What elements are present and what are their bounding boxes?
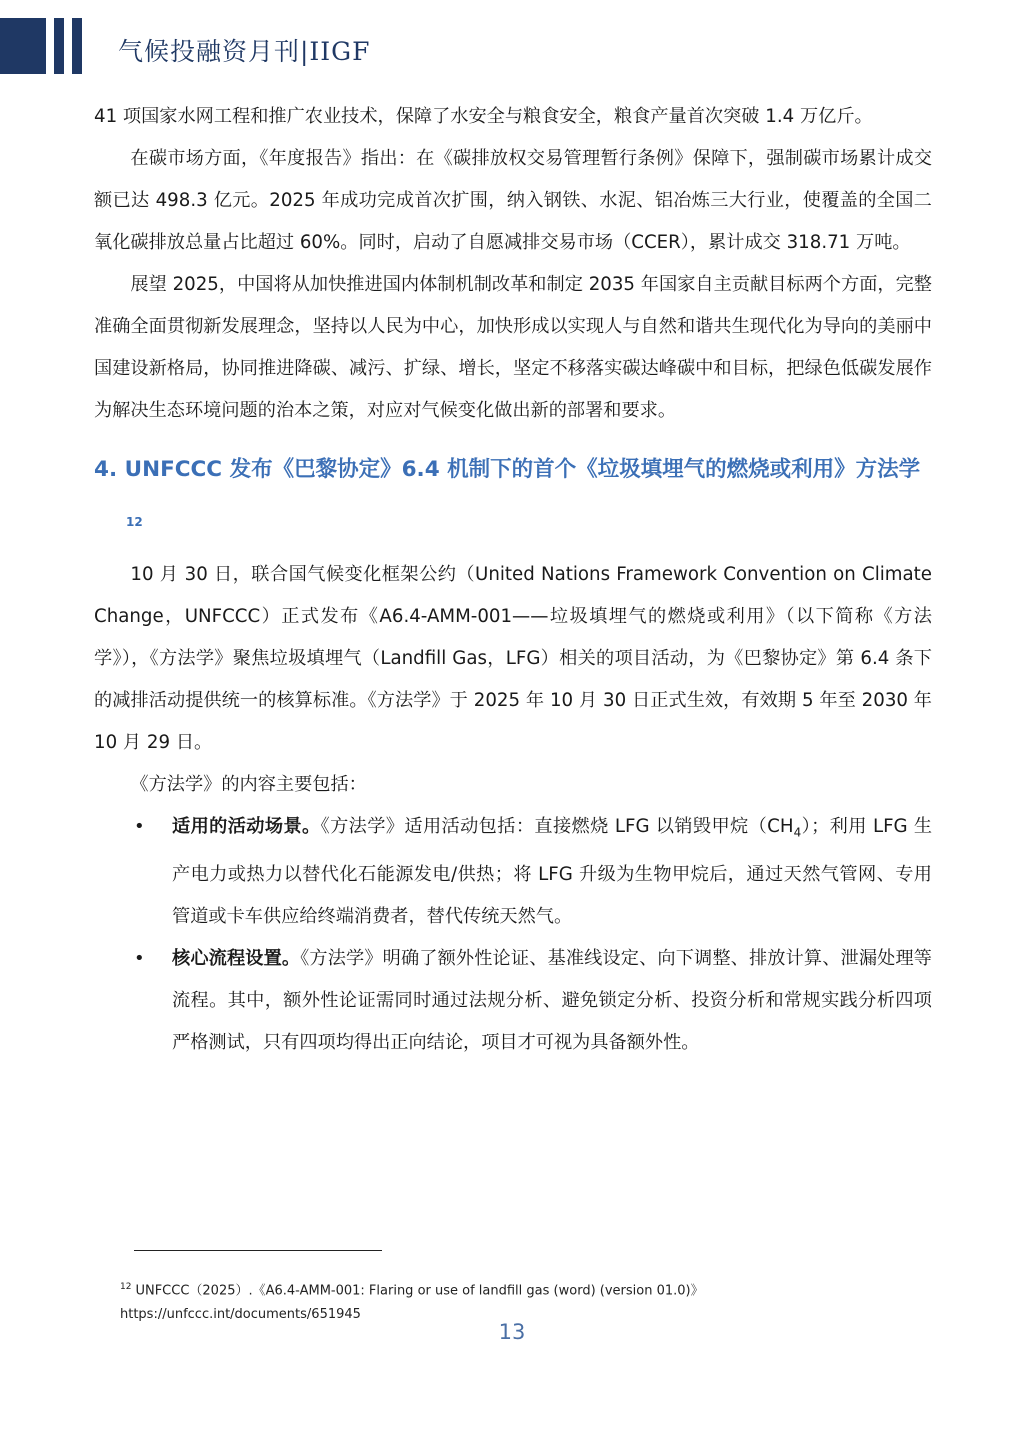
- header-bar-wide: [0, 18, 46, 74]
- body-paragraph-1: 41 项国家水网工程和推广农业技术，保障了水安全与粮食安全，粮食产量首次突破 1.4 万亿斤。: [94, 106, 873, 127]
- bullet-subscript: 4: [793, 825, 802, 840]
- footnote-number: 12: [120, 1282, 132, 1292]
- footnote-url[interactable]: https://unfccc.int/documents/651945: [120, 1307, 361, 1323]
- section-paragraph-2: 《方法学》的内容主要包括：: [130, 774, 367, 795]
- bullet-body: 《方法学》适用活动包括：直接燃烧 LFG 以销毁甲烷（CH: [320, 816, 794, 837]
- page-number: 13: [498, 1320, 526, 1344]
- bullet-title: 核心流程设置。: [172, 947, 301, 969]
- main-content: [94, 96, 932, 1069]
- header-logo-bars: [0, 18, 100, 74]
- footnote-citation-line: [120, 1275, 940, 1303]
- bullet-title: 适用的活动场景。: [172, 816, 321, 837]
- bullet-icon: •: [134, 816, 145, 837]
- section-heading: [94, 442, 932, 554]
- bullet-list: [94, 806, 932, 1069]
- section-paragraph-1: 10 月 30 日，联合国气候变化框架公约（United Nations Framework Convention on Climate Change，UNFCCC）正式发布《A6.4-AMM-001——垃圾填埋气的燃烧或利用》（以下简称《方法学》），《方法学》聚焦垃圾填埋气（Landfill Gas，LFG）相关的项目活动，为《巴黎协定》第 6.4 条下的减排活动提供统一的核算标准。《方法学》于 2025 年 10 月 30 日正式生效，有效期 5 年至 2030 年 10 月 29 日。: [94, 564, 932, 753]
- section-heading-footnote-ref[interactable]: 12: [126, 515, 143, 529]
- list-item: [94, 806, 932, 938]
- body-paragraph-3: 展望 2025，中国将从加快推进国内体制机制改革和制定 2035 年国家自主贡献目标两个方面，完整准确全面贯彻新发展理念，坚持以人民为中心，加快形成以实现人与自然和谐共生现代化为导向的美丽中国建设新格局，协同推进降碳、减污、扩绿、增长，坚定不移落实碳达峰碳中和目标，把绿色低碳发展作为解决生态环境问题的治本之策，对应对气候变化做出新的部署和要求。: [94, 274, 932, 421]
- header-bar-thin-1: [54, 18, 64, 74]
- bullet-body: 《方法学》明确了额外性论证、基准线设定、向下调整、排放计算、泄漏处理等流程。其中，额外性论证需同时通过法规分析、避免锁定分析、投资分析和常规实践分析四项严格测试，只有四项均得出正向结论，项目才可视为具备额外性。: [172, 947, 932, 1053]
- list-item: [94, 938, 932, 1070]
- bullet-text: [172, 938, 932, 1070]
- bullet-icon: •: [134, 947, 145, 969]
- header-title: 气候投融资月刊|IIGF: [118, 37, 371, 66]
- section-heading-text: 4. UNFCCC 发布《巴黎协定》6.4 机制下的首个《垃圾填埋气的燃烧或利用》方法学: [94, 457, 921, 482]
- footnote-divider: [134, 1250, 382, 1251]
- body-paragraph-2: 在碳市场方面，《年度报告》指出：在《碳排放权交易管理暂行条例》保障下，强制碳市场累计成交额已达 498.3 亿元。2025 年成功完成首次扩围，纳入钢铁、水泥、铝冶炼三大行业，使覆盖的全国二氧化碳排放总量占比超过 60%。同时，启动了自愿减排交易市场（CCER），累计成交 318.71 万吨。: [94, 148, 932, 253]
- bullet-body-continued: ）；利用 LFG 生产电力或热力以替代化石能源发电/供热；将 LFG 升级为生物甲烷后，通过天然气管网、专用管道或卡车供应给终端消费者，替代传统天然气。: [172, 816, 933, 927]
- footnote-citation: UNFCCC（2025）.《A6.4-AMM-001: Flaring or use of landfill gas (word) (version 01.0)》: [135, 1283, 704, 1299]
- bullet-text: [172, 806, 932, 938]
- header-bar-thin-2: [72, 18, 82, 74]
